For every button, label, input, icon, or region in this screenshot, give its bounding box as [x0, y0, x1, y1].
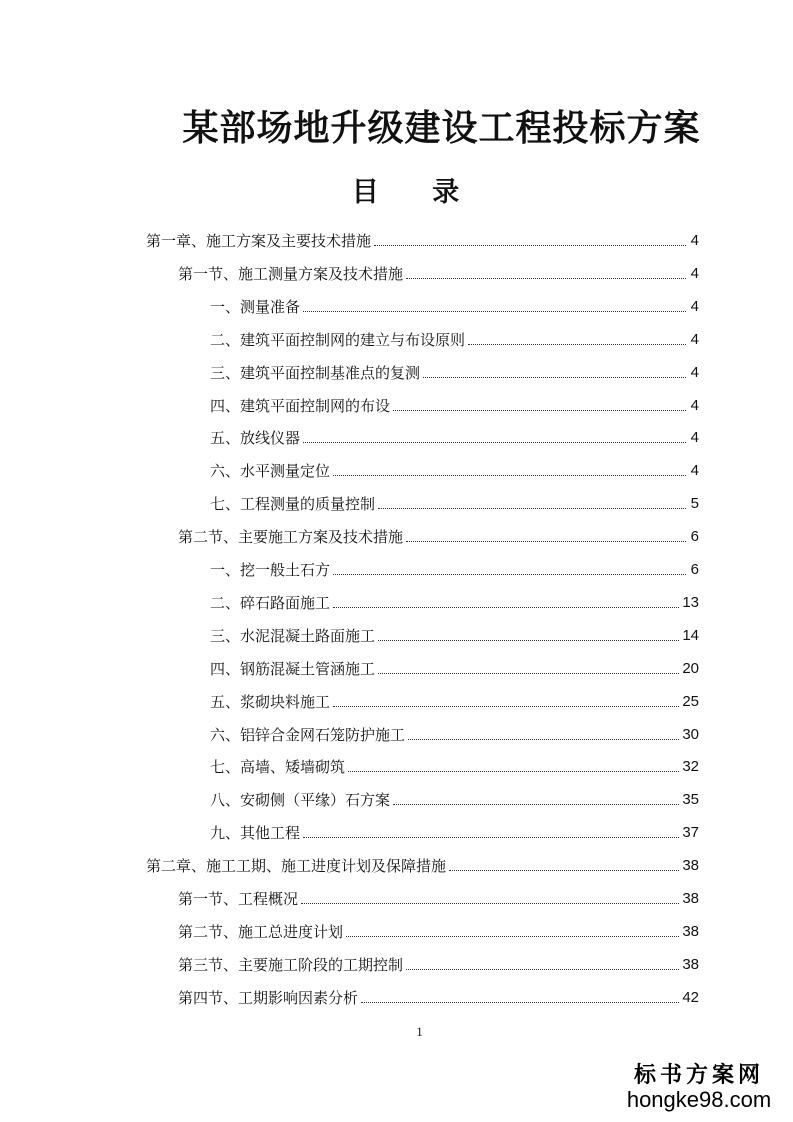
toc-entry[interactable]: [210, 590, 699, 614]
toc-entry[interactable]: [210, 689, 699, 713]
toc-entry[interactable]: [210, 754, 699, 778]
toc-leader-dots: [393, 804, 679, 805]
toc-entry-page: 32: [682, 758, 699, 776]
toc-entry[interactable]: [210, 722, 699, 746]
document-title: 某部场地升级建设工程投标方案: [182, 107, 701, 149]
toc-leader-dots: [333, 607, 679, 608]
toc-entry-title: 一、挖一般土石方: [210, 561, 331, 579]
toc-entry-page: 25: [682, 692, 699, 710]
toc-entry-page: 4: [690, 429, 699, 447]
toc-leader-dots: [423, 377, 686, 378]
toc-entry-page: 38: [682, 922, 699, 940]
toc-entry[interactable]: [210, 820, 699, 844]
toc-entry[interactable]: [210, 656, 699, 680]
toc-entry-title: 七、工程测量的质量控制: [210, 495, 376, 514]
toc-entry-page: 4: [690, 462, 699, 480]
toc-entry-title: 二、碎石路面施工: [210, 593, 331, 612]
toc-entry[interactable]: [210, 294, 699, 318]
toc-leader-dots: [333, 574, 686, 575]
toc-entry-title: 第一节、施工测量方案及技术措施: [178, 264, 404, 283]
toc-entry-page: 37: [682, 824, 699, 842]
toc-entry-title: 六、水平测量定位: [210, 462, 331, 481]
toc-entry-title: 二、建筑平面控制网的建立与布设原则: [210, 330, 466, 349]
toc-entry[interactable]: [210, 491, 699, 515]
toc-leader-dots: [333, 706, 679, 707]
watermark-chinese-text: 标书方案网: [633, 1062, 764, 1088]
toc-leader-dots: [346, 936, 679, 937]
toc-entry-title: 三、建筑平面控制基准点的复测: [210, 363, 421, 382]
toc-entry[interactable]: [178, 261, 699, 285]
toc-entry-title: 六、铝锌合金网石笼防护施工: [210, 725, 406, 744]
toc-entry-title: 第二节、施工总进度计划: [178, 922, 344, 941]
toc-entry[interactable]: [210, 425, 699, 449]
toc-leader-dots: [468, 344, 686, 345]
toc-entry[interactable]: [178, 985, 699, 1009]
watermark-logo: [619, 1062, 779, 1112]
toc-entry-page: 4: [690, 297, 699, 315]
watermark-domain-text: hongke98.com: [626, 1087, 772, 1112]
toc-entry-title: 第一章、施工方案及主要技术措施: [146, 232, 372, 250]
toc-entry-page: 6: [690, 561, 699, 578]
toc-leader-dots: [378, 640, 679, 641]
toc-entry-page: 4: [690, 330, 699, 348]
page-number: 1: [416, 1024, 423, 1039]
toc-entry-title: 四、钢筋混凝土管涵施工: [210, 659, 376, 678]
toc-leader-dots: [348, 771, 679, 772]
toc-leader-dots: [449, 870, 679, 871]
toc-entry[interactable]: [146, 853, 699, 877]
toc-leader-dots: [406, 541, 686, 542]
toc-leader-dots: [378, 673, 679, 674]
toc-entry[interactable]: [146, 228, 699, 252]
toc-entry-page: 6: [690, 528, 699, 546]
toc-entry-page: 5: [690, 495, 699, 513]
toc-entry-title: 一、测量准备: [210, 297, 301, 316]
toc-entry-title: 四、建筑平面控制网的布设: [210, 396, 391, 415]
toc-leader-dots: [406, 278, 686, 279]
toc-entry[interactable]: [178, 524, 699, 548]
toc-entry-title: 第四节、工期影响因素分析: [178, 988, 359, 1007]
toc-leader-dots: [301, 903, 679, 904]
toc-entry-page: 42: [682, 988, 699, 1006]
toc-entry-page: 35: [682, 791, 699, 809]
toc-entry-page: 4: [690, 232, 699, 249]
toc-entry-title: 第一节、工程概况: [178, 890, 299, 908]
toc-entry-title: 三、水泥混凝土路面施工: [210, 626, 376, 645]
toc-leader-dots: [333, 475, 686, 476]
toc-entry-title: 八、安砌侧（平缘）石方案: [210, 791, 391, 810]
toc-leader-dots: [303, 442, 686, 443]
toc-entry-title: 七、高墙、矮墙砌筑: [210, 758, 346, 777]
toc-leader-dots: [406, 969, 679, 970]
toc-leader-dots: [408, 739, 679, 740]
toc-entry[interactable]: [210, 623, 699, 647]
toc-entry-page: 30: [682, 725, 699, 743]
toc-leader-dots: [303, 837, 679, 838]
toc-entry-page: 38: [682, 955, 699, 973]
toc-entry[interactable]: [210, 458, 699, 482]
toc-entry-page: 38: [682, 890, 699, 907]
toc-entry[interactable]: [210, 393, 699, 417]
toc-entry-page: 4: [690, 363, 699, 381]
toc-entry[interactable]: [178, 919, 699, 943]
toc-leader-dots: [361, 1002, 679, 1003]
toc-entry[interactable]: [210, 787, 699, 811]
toc-entry-page: 4: [690, 396, 699, 414]
toc-entry[interactable]: [178, 952, 699, 976]
toc-entry-page: 38: [682, 857, 699, 875]
toc-leader-dots: [374, 245, 686, 246]
toc-entry-title: 第二节、主要施工方案及技术措施: [178, 528, 404, 547]
toc-heading: 目 录: [351, 177, 482, 208]
toc-leader-dots: [393, 410, 686, 411]
toc-entry-page: 14: [682, 626, 699, 644]
toc-entry-title: 五、放线仪器: [210, 429, 301, 448]
toc-leader-dots: [378, 508, 686, 509]
toc-entry-title: 第三节、主要施工阶段的工期控制: [178, 955, 404, 974]
toc-entry[interactable]: [210, 557, 699, 581]
toc-entry[interactable]: [178, 886, 699, 910]
toc-entry-page: 20: [682, 659, 699, 677]
toc-entry-title: 第二章、施工工期、施工进度计划及保障措施: [146, 857, 447, 876]
toc-entry-page: 4: [690, 264, 699, 282]
toc-entry[interactable]: [210, 360, 699, 384]
toc-entry-title: 五、浆砌块料施工: [210, 692, 331, 711]
toc-entry-title: 九、其他工程: [210, 824, 301, 843]
toc-entry-page: 13: [682, 593, 699, 611]
toc-entry[interactable]: [210, 327, 699, 351]
toc-leader-dots: [303, 311, 686, 312]
